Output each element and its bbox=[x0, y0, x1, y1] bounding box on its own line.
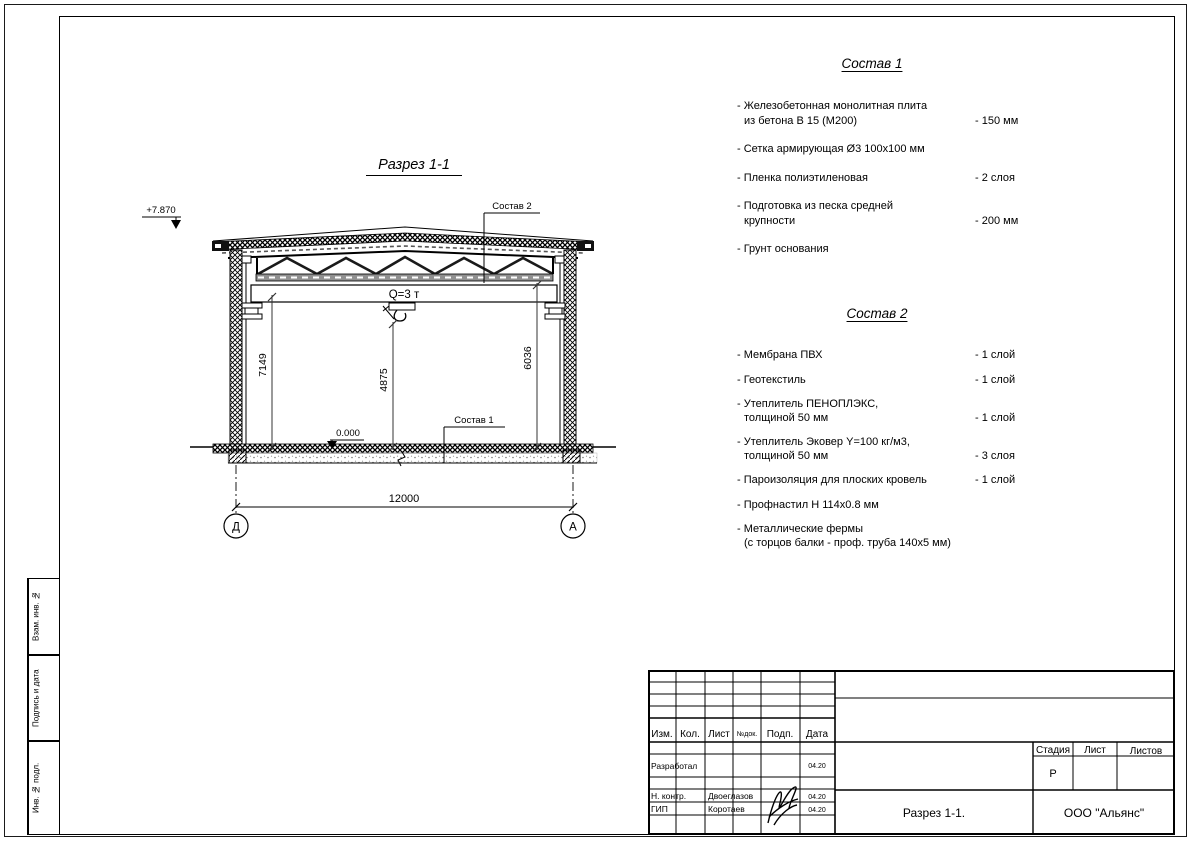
company-name: ООО "Альянс" bbox=[1063, 806, 1145, 820]
sheet-label: Лист bbox=[1084, 745, 1106, 756]
material-line2: (с торцов балки - проф. труба 140х5 мм) bbox=[744, 536, 951, 549]
axis-left-label: Д bbox=[232, 521, 240, 534]
material-value: - 1 слой bbox=[975, 411, 1016, 424]
corbel-left bbox=[242, 303, 262, 319]
stamp-inv-podl bbox=[27, 741, 60, 835]
material-line1: - Профнастил Н 114х0.8 мм bbox=[737, 498, 879, 511]
stage-value: Р bbox=[1049, 768, 1057, 780]
material-item bbox=[737, 436, 1029, 463]
col-list-label: Лист bbox=[708, 729, 730, 740]
row-gip-date: 04.20 bbox=[808, 807, 826, 814]
material-item bbox=[737, 474, 1029, 488]
crane-hook-icon bbox=[394, 310, 406, 321]
dim-left-height-label: 7149 bbox=[257, 353, 269, 377]
material-line1: - Пароизоляция для плоских кровель bbox=[737, 474, 927, 486]
column-right bbox=[564, 250, 576, 445]
material-value: - 200 мм bbox=[975, 214, 1019, 227]
stamp-vzam-inv bbox=[27, 578, 60, 655]
elevation-top-label: +7.870 bbox=[146, 205, 176, 216]
material-item bbox=[737, 374, 1029, 388]
eave-detail-left bbox=[242, 256, 251, 263]
eave-detail-right bbox=[555, 256, 564, 263]
material-line1: - Железобетонная монолитная плита bbox=[737, 100, 928, 112]
material-value: - 3 слоя bbox=[975, 449, 1016, 462]
material-line2: толщиной 50 мм bbox=[744, 411, 829, 424]
row-ncontrol-name: Двоеглазов bbox=[708, 791, 754, 801]
elevation-top-arrow bbox=[171, 220, 181, 229]
col-kol-label: Кол. bbox=[680, 729, 700, 740]
stamp-podpis-data-label: Подпись и дата bbox=[28, 656, 43, 740]
material-line1: - Сетка армирующая Ø3 100х100 мм bbox=[737, 143, 925, 155]
roof-edge-cap-right-notch bbox=[585, 244, 591, 248]
sand-bed-band bbox=[228, 453, 597, 463]
material-value: - 150 мм bbox=[975, 114, 1019, 127]
col-izm-label: Изм. bbox=[651, 729, 673, 740]
axis-right-label: А bbox=[569, 521, 577, 534]
dim-right-height-label: 6036 bbox=[522, 346, 534, 370]
material-line2: толщиной 50 мм bbox=[744, 449, 829, 462]
material-item bbox=[737, 199, 1029, 228]
elevation-zero-label: 0.000 bbox=[336, 428, 360, 439]
foundation-block-left bbox=[229, 450, 246, 463]
row-gip-name: Коротаев bbox=[708, 804, 745, 814]
dim-left-height-line bbox=[268, 293, 276, 451]
composition1-heading: Состав 1 bbox=[841, 56, 903, 71]
material-item bbox=[737, 99, 1029, 128]
callout-sostav2-label: Состав 2 bbox=[492, 201, 532, 212]
dim-hook-height-line bbox=[389, 320, 397, 451]
stamp-vzam-inv-label: Взам. инв. № bbox=[28, 579, 43, 654]
material-line2: крупности bbox=[744, 214, 796, 227]
section-title: Разрез 1-1 bbox=[366, 157, 462, 176]
composition2-heading: Состав 2 bbox=[846, 306, 908, 321]
document-name: Разрез 1-1. bbox=[902, 806, 966, 820]
material-line1: - Геотекстиль bbox=[737, 373, 806, 386]
material-item bbox=[737, 398, 1029, 425]
material-value: - 2 слоя bbox=[975, 171, 1016, 184]
roof-edge-cap-left-notch bbox=[215, 244, 221, 248]
corbel-right bbox=[545, 303, 565, 319]
column-left bbox=[230, 250, 242, 445]
material-line1: - Пленка полиэтиленовая bbox=[737, 171, 868, 184]
material-item bbox=[737, 171, 1029, 186]
composition1-list bbox=[737, 99, 1029, 271]
material-line1: - Подготовка из песка средней bbox=[737, 200, 893, 212]
row-gip-role: ГИП bbox=[651, 804, 668, 814]
material-item bbox=[737, 142, 1029, 157]
material-value: - 1 слой bbox=[975, 373, 1016, 386]
stamp-inv-podl-label: Инв. № подл. bbox=[28, 742, 43, 834]
foundation-block-right bbox=[563, 450, 580, 463]
stamp-podpis-data bbox=[27, 655, 60, 741]
crane-trolley bbox=[389, 303, 415, 310]
col-podp-label: Подп. bbox=[766, 729, 794, 740]
row-ncontrol-role: Н. контр. bbox=[651, 791, 687, 801]
row-developer-role: Разработал bbox=[651, 761, 698, 771]
material-item bbox=[737, 242, 1029, 257]
stage-label: Стадия bbox=[1035, 745, 1071, 756]
col-data-label: Дата bbox=[805, 729, 829, 740]
callout-sostav1-label: Состав 1 bbox=[454, 415, 494, 426]
material-line1: - Мембрана ПВХ bbox=[737, 349, 823, 361]
material-line1: - Утеплитель Эковер Y=100 кг/м3, bbox=[737, 436, 910, 448]
material-line1: - Утеплитель ПЕНОПЛЭКС, bbox=[737, 398, 879, 410]
section-drawing bbox=[0, 0, 660, 560]
material-item bbox=[737, 349, 1029, 363]
material-value: - 1 слой bbox=[975, 474, 1016, 486]
material-item bbox=[737, 499, 1029, 513]
dim-right-height-line bbox=[533, 281, 541, 451]
crane-capacity-label: Q=3 т bbox=[388, 289, 420, 301]
material-line2: из бетона В 15 (М200) bbox=[744, 114, 857, 127]
sheets-label: Листов bbox=[1129, 746, 1163, 757]
row-ncontrol-date: 04.20 bbox=[808, 794, 826, 801]
dim-span-label: 12000 bbox=[388, 493, 420, 505]
col-ndok-label: №док. bbox=[736, 731, 758, 738]
title-block bbox=[648, 670, 1175, 835]
roof-layers-band bbox=[213, 233, 593, 250]
material-item bbox=[737, 523, 1029, 550]
material-value: - 1 слой bbox=[975, 349, 1016, 361]
material-line1: - Металлические фермы bbox=[737, 523, 864, 535]
material-line1: - Грунт основания bbox=[737, 243, 829, 255]
composition2-list bbox=[737, 349, 1029, 561]
dim-hook-height-label: 4875 bbox=[378, 368, 390, 392]
truss-web-diagonals bbox=[258, 257, 553, 274]
row-developer-date: 04.20 bbox=[808, 763, 826, 770]
